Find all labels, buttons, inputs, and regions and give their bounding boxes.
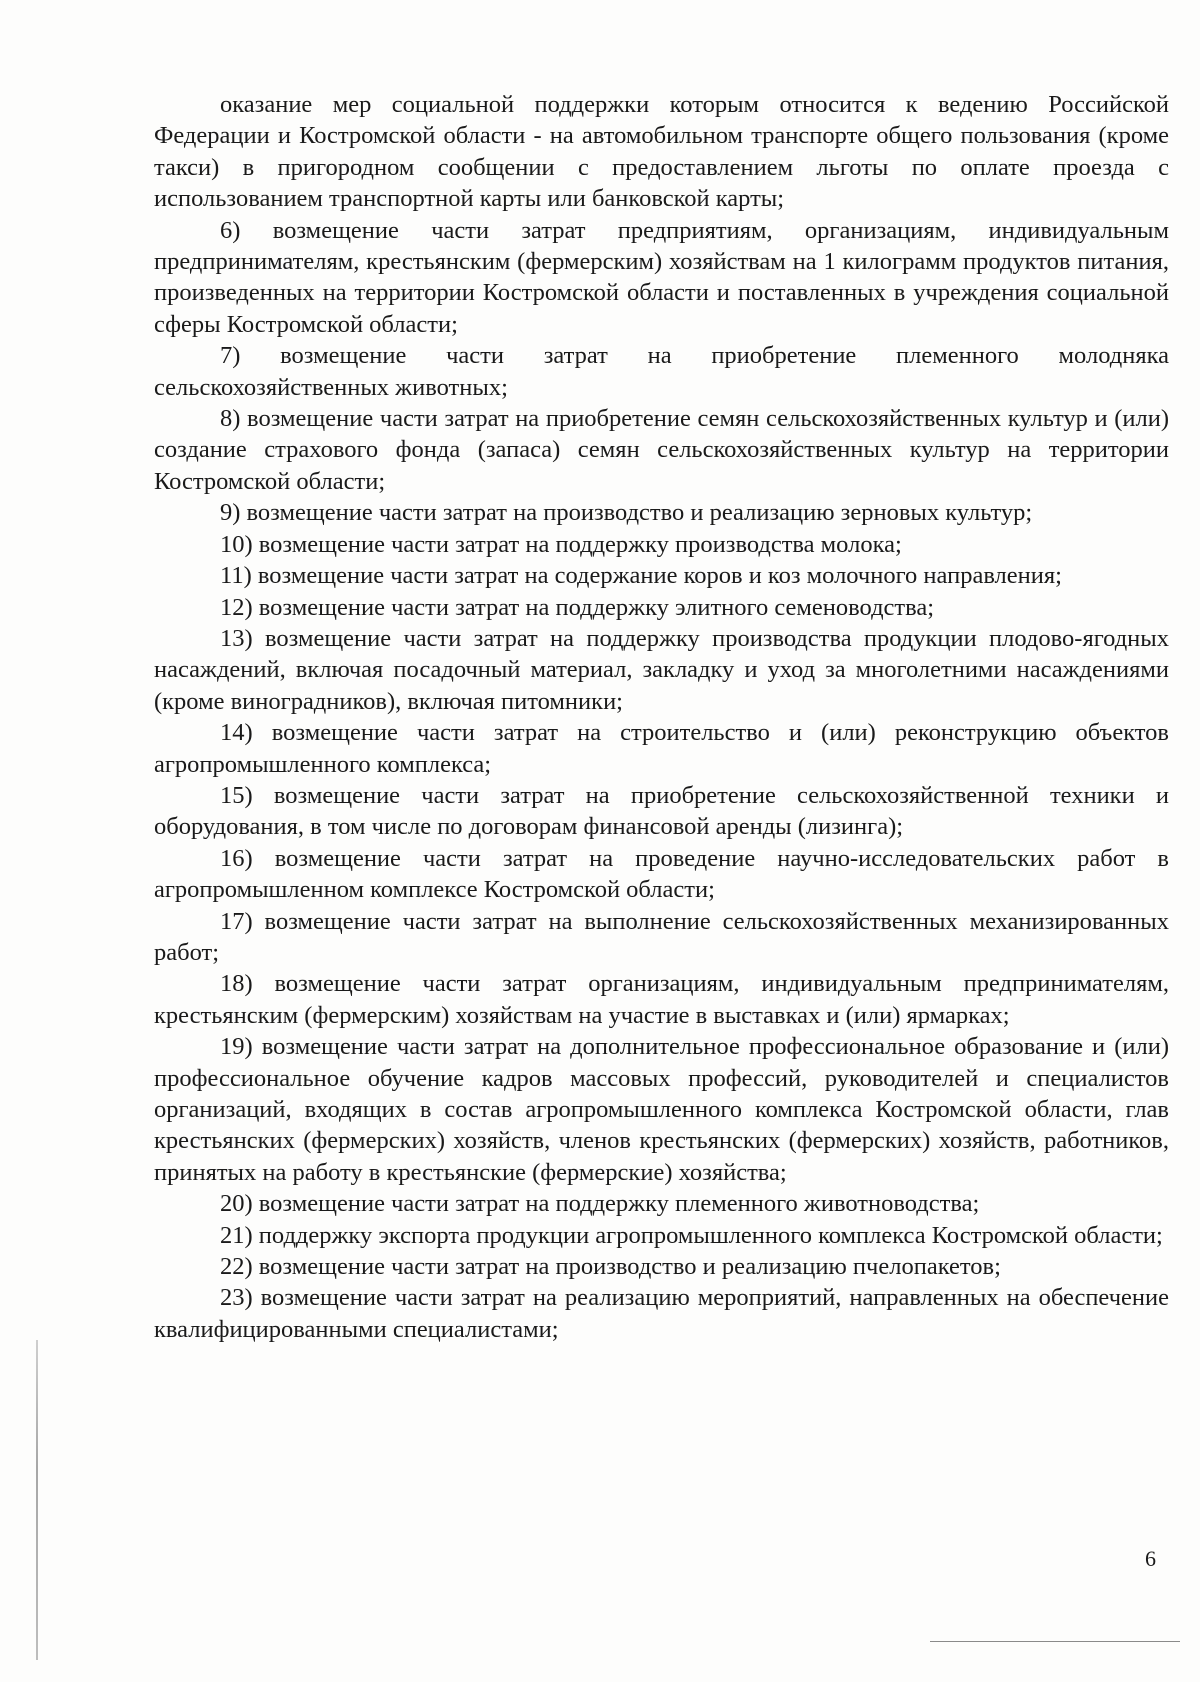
paragraph-continuation: оказание мер социальной поддержки которым относится к ведению Российской Федерации и Костромской области - на автомобильном транспорте общего пользования (кроме такси) в пригородном сообщении с предоставлением льготы по оплате проезда с использованием транспортной карты или банковской карты;: [154, 91, 1169, 213]
paragraph-item-22: 22) возмещение части затрат на производство и реализацию пчелопакетов;: [220, 1253, 1001, 1281]
paragraph-item-11: 11) возмещение части затрат на содержание коров и коз молочного направления;: [220, 562, 1062, 590]
page-number: 6: [1145, 1546, 1156, 1571]
scan-edge-mark: [36, 1340, 38, 1660]
paragraph-item-20: 20) возмещение части затрат на поддержку племенного животноводства;: [220, 1190, 980, 1218]
document-body: [154, 89, 1169, 1345]
paragraph-item-19: 19) возмещение части затрат на дополнительное профессиональное образование и (или) профессиональное обучение кадров массовых профессий, руководителей и специалистов организаций, входящих в состав агропромышленного комплекса Костромской области, глав крестьянских (фермерских) хозяйств, членов крестьянских (фермерских) хозяйств, работников, принятых на работу в крестьянские (фермерские) хозяйства;: [154, 1033, 1169, 1186]
scan-bottom-line: [930, 1641, 1180, 1642]
paragraph-item-6: 6) возмещение части затрат предприятиям, организациям, индивидуальным предпринимателям, крестьянским (фермерским) хозяйствам на 1 килограмм продуктов питания, произведенных на территории Костромской области и поставленных в учреждения социальной сферы Костромской области;: [154, 216, 1169, 338]
paragraph-item-18: 18) возмещение части затрат организациям, индивидуальным предпринимателям, крестьянским (фермерским) хозяйствам на участие в выставках и (или) ярмарках;: [154, 970, 1169, 1029]
paragraph-item-10: 10) возмещение части затрат на поддержку производства молока;: [220, 530, 902, 558]
paragraph-item-16: 16) возмещение части затрат на проведение научно-исследовательских работ в агропромышленном комплексе Костромской области;: [154, 844, 1169, 904]
paragraph-item-9: 9) возмещение части затрат на производство и реализацию зерновых культур;: [220, 499, 1033, 527]
paragraph-item-23: 23) возмещение части затрат на реализацию мероприятий, направленных на обеспечение квалифицированными специалистами;: [154, 1284, 1169, 1343]
paragraph-item-13: 13) возмещение части затрат на поддержку производства продукции плодово-ягодных насаждений, включая посадочный материал, закладку и уход за многолетними насаждениями (кроме виноградников), включая питомники;: [154, 624, 1169, 715]
paragraph-item-7: 7) возмещение части затрат на приобретение племенного молодняка сельскохозяйственных животных;: [154, 342, 1169, 401]
paragraph-item-8: 8) возмещение части затрат на приобретение семян сельскохозяйственных культур и (или) создание страхового фонда (запаса) семян сельскохозяйственных культур на территории Костромской области;: [154, 405, 1169, 495]
paragraph-item-12: 12) возмещение части затрат на поддержку элитного семеноводства;: [220, 593, 935, 621]
paragraph-item-21: 21) поддержку экспорта продукции агропромышленного комплекса Костромской области;: [220, 1221, 1163, 1249]
paragraph-item-17: 17) возмещение части затрат на выполнение сельскохозяйственных механизированных работ;: [154, 907, 1169, 966]
paragraph-item-14: 14) возмещение части затрат на строительство и (или) реконструкцию объектов агропромышленного комплекса;: [154, 719, 1169, 778]
paragraph-item-15: 15) возмещение части затрат на приобретение сельскохозяйственной техники и оборудования, в том числе по договорам финансовой аренды (лизинга);: [154, 781, 1169, 841]
